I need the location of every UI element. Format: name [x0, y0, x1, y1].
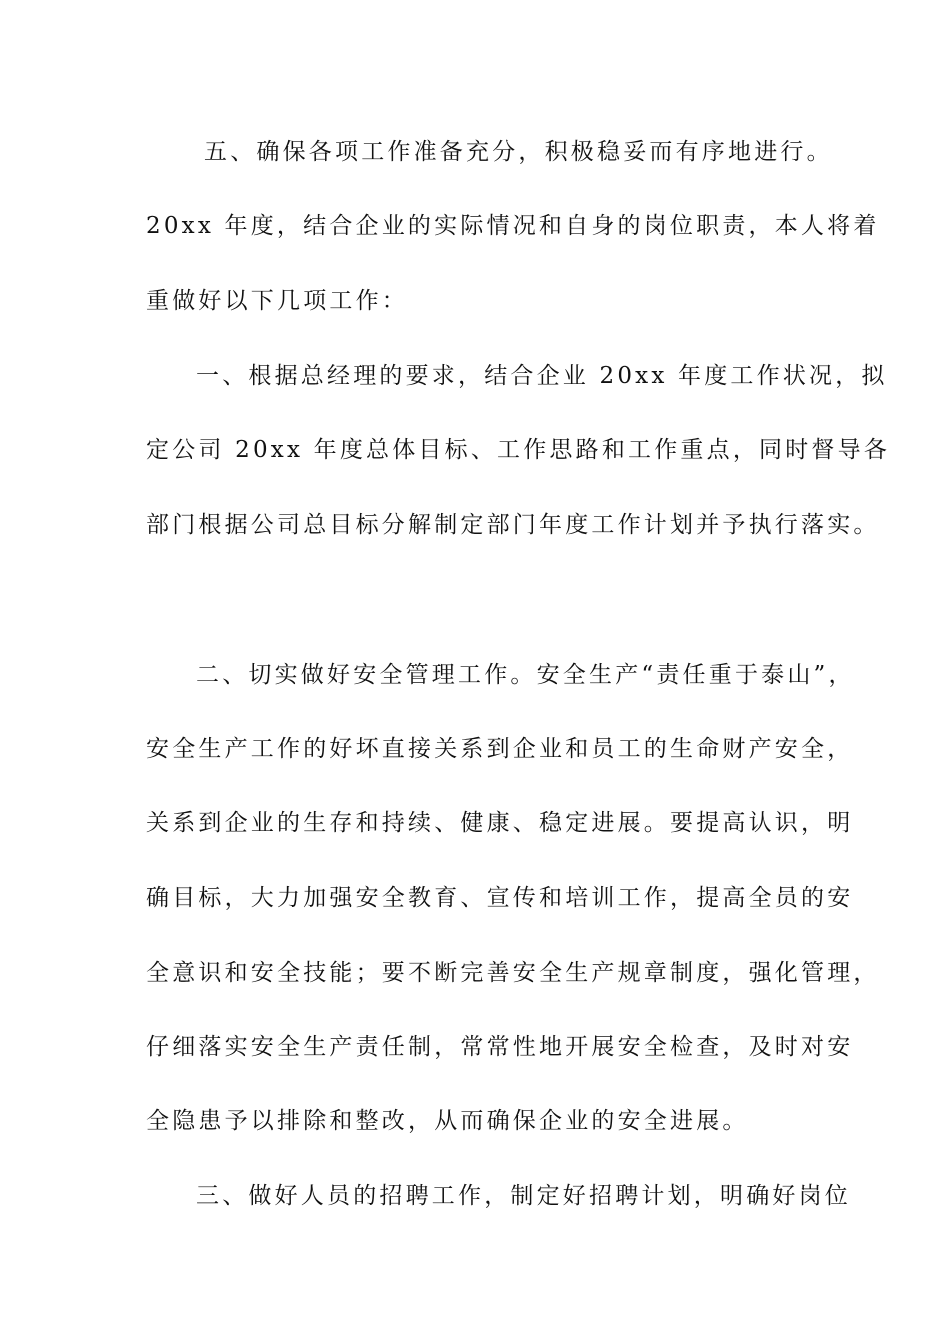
paragraph-line: 仔细落实安全生产责任制，常常性地开展安全检查，及时对安 [146, 1034, 854, 1060]
paragraph-line: 五、确保各项工作准备充分，积极稳妥而有序地进行。 [204, 139, 833, 165]
paragraph-line: 三、做好人员的招聘工作，制定好招聘计划，明确好岗位 [196, 1183, 851, 1209]
paragraph-line: 一、根据总经理的要求，结合企业 20xx 年度工作状况，拟 [196, 363, 888, 389]
paragraph-line: 重做好以下几项工作： [146, 288, 408, 314]
paragraph-line: 定公司 20xx 年度总体目标、工作思路和工作重点，同时督导各 [146, 437, 891, 463]
paragraph-line: 部门根据公司总目标分解制定部门年度工作计划并予执行落实。 [146, 512, 880, 538]
paragraph-line: 全意识和安全技能；要不断完善安全生产规章制度，强化管理， [146, 960, 880, 986]
paragraph-line: 安全生产工作的好坏直接关系到企业和员工的生命财产安全， [146, 736, 854, 762]
paragraph-line: 二、切实做好安全管理工作。安全生产“责任重于泰山”， [196, 662, 855, 688]
paragraph-line: 关系到企业的生存和持续、健康、稳定进展。要提高认识，明 [146, 810, 854, 836]
paragraph-line: 全隐患予以排除和整改，从而确保企业的安全进展。 [146, 1108, 749, 1134]
paragraph-line: 20xx 年度，结合企业的实际情况和自身的岗位职责，本人将着 [146, 213, 880, 239]
paragraph-line: 确目标，大力加强安全教育、宣传和培训工作，提高全员的安 [146, 885, 854, 911]
